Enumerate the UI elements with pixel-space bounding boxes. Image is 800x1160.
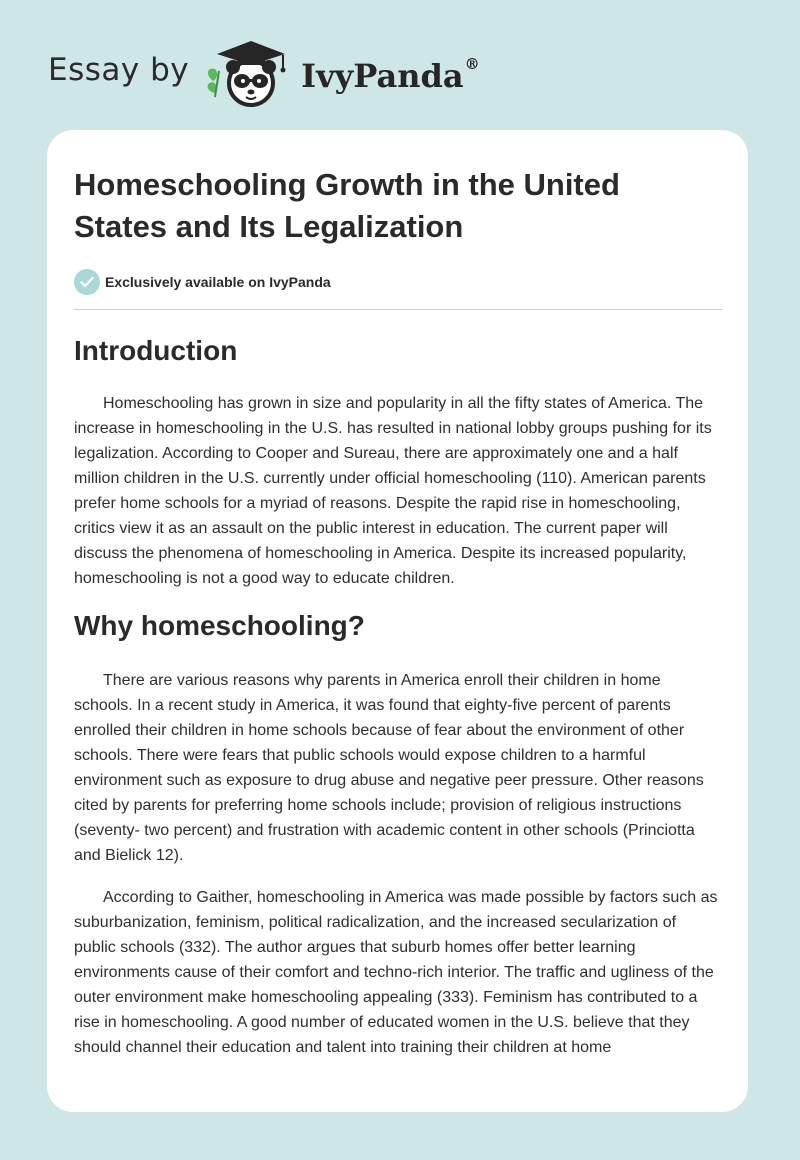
brand-prefix: Essay by xyxy=(48,52,190,88)
exclusive-label: Exclusively available on IvyPanda xyxy=(105,274,331,290)
paragraph: According to Gaither, homeschooling in America was made possible by factors such as suburbanization, feminism, political radicalization, and the increased secularization of public schools (332). The author argues that suburb homes offer better learning environments cause of their comfort and techno-rich interior. The traffic and ugliness of the outer environment make homeschooling appealing (333). Feminism has contributed to a rise in homeschooling. A good number of educated women in the U.S. believe that they should channel their education and talent into training their children at home xyxy=(74,889,718,1056)
registered-mark: ® xyxy=(464,55,480,73)
section-heading-why-homeschooling: Why homeschooling? xyxy=(74,610,365,641)
brand-name[interactable]: IvyPanda® xyxy=(301,55,480,95)
paragraph: Homeschooling has grown in size and popularity in all the fifty states of America. The increase in homeschooling in the U.S. has resulted in national lobby groups pushing for its legalization. According to Cooper and Sureau, there are approximately one and a half million children in the U.S. currently under official homeschooling (110). American parents prefer home schools for a myriad of reasons. Despite the rapid rise in homeschooling, critics view it as an assault on the public interest in education. The current paper will discuss the phenomena of homeschooling in America. Despite its increased popularity, homeschooling is not a good way to educate children. xyxy=(74,395,712,587)
panda-graduate-logo-icon[interactable] xyxy=(203,37,295,111)
essay-card xyxy=(47,130,748,1112)
check-circle-icon xyxy=(74,269,100,295)
brand-header xyxy=(48,34,480,114)
essay-title: Homeschooling Growth in the United States and Its Legalization xyxy=(74,167,620,244)
divider xyxy=(74,309,723,310)
exclusive-badge xyxy=(74,268,721,296)
section-heading-introduction: Introduction xyxy=(74,335,238,366)
paragraph: There are various reasons why parents in America enroll their children in home schools. In a recent study in America, it was found that eighty-five percent of parents enrolled their children in home schools because of fear about the environment of other schools. There were fears that public schools would expose children to a harmful environment such as exposure to drug abuse and negative peer pressure. Other reasons cited by parents for preferring home schools include; provision of religious instructions (seventy- two percent) and frustration with academic content in other schools (Princiotta and Bielick 12). xyxy=(74,672,704,864)
